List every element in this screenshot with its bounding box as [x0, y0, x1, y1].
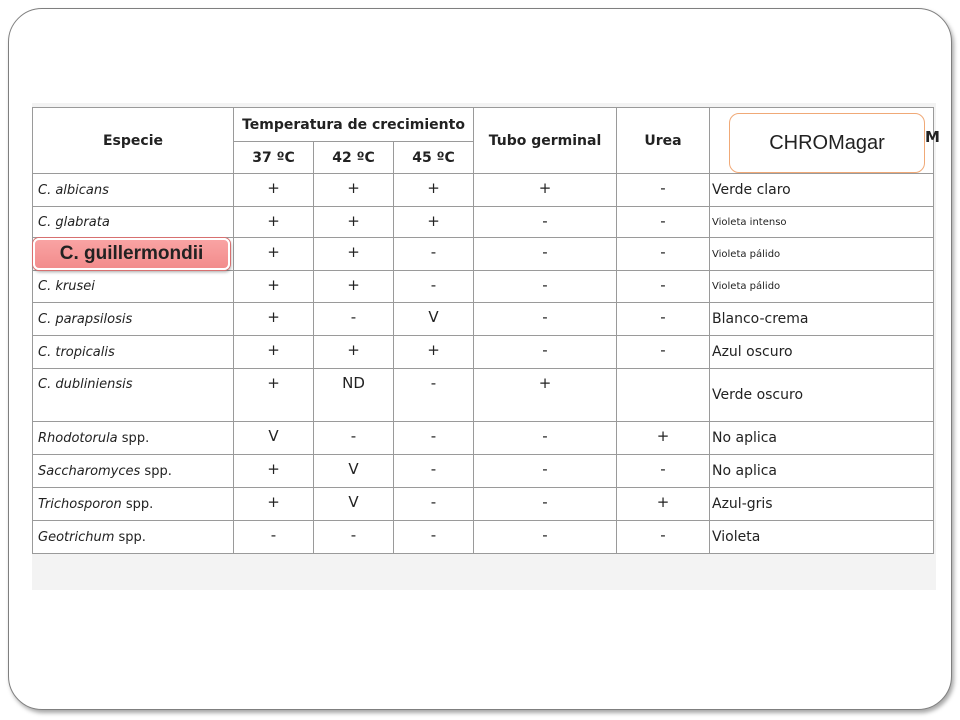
cell-chromagar: Blanco-crema	[710, 303, 934, 336]
cell-tubo: -	[474, 455, 617, 488]
cell-tubo: -	[474, 207, 617, 238]
cell-t45: -	[394, 271, 474, 303]
header-chromagar-cut: M	[925, 128, 940, 146]
cell-urea: -	[617, 271, 710, 303]
header-especie: Especie	[33, 108, 234, 174]
cell-t37: V	[234, 422, 314, 455]
cell-urea: -	[617, 303, 710, 336]
cell-chromagar: Verde oscuro	[710, 369, 934, 422]
cell-tubo: -	[474, 521, 617, 554]
header-t45: 45 ºC	[394, 142, 474, 174]
table-row	[33, 336, 934, 369]
cell-chromagar: Verde claro	[710, 174, 934, 207]
cell-t42: +	[314, 238, 394, 271]
species-name: C. tropicalis	[33, 336, 234, 369]
species-name: C. krusei	[33, 271, 234, 303]
chromagar-label: CHROMagar	[729, 113, 925, 173]
table-row	[33, 207, 934, 238]
cell-chromagar: No aplica	[710, 455, 934, 488]
species-name: C. glabrata	[33, 207, 234, 238]
cell-urea: -	[617, 238, 710, 271]
cell-chromagar: Violeta	[710, 521, 934, 554]
cell-t45: +	[394, 207, 474, 238]
table-row	[33, 488, 934, 521]
cell-t45: -	[394, 369, 474, 422]
cell-t42: -	[314, 422, 394, 455]
cell-chromagar: Azul-gris	[710, 488, 934, 521]
header-urea: Urea	[617, 108, 710, 174]
cell-tubo: -	[474, 488, 617, 521]
cell-t42: V	[314, 455, 394, 488]
cell-urea: -	[617, 521, 710, 554]
cell-urea: +	[617, 422, 710, 455]
header-temperatura: Temperatura de crecimiento	[234, 108, 474, 142]
species-name: Trichosporon spp.	[33, 488, 234, 521]
cell-urea: +	[617, 488, 710, 521]
header-t37: 37 ºC	[234, 142, 314, 174]
cell-t45: -	[394, 521, 474, 554]
species-name: C. parapsilosis	[33, 303, 234, 336]
cell-t42: +	[314, 271, 394, 303]
cell-t42: -	[314, 521, 394, 554]
table-row	[33, 455, 934, 488]
species-name: C. dubliniensis	[33, 369, 234, 422]
table-row	[33, 422, 934, 455]
cell-t45: +	[394, 174, 474, 207]
cell-t45: -	[394, 422, 474, 455]
cell-urea: -	[617, 336, 710, 369]
species-name: C. albicans	[33, 174, 234, 207]
species-name: Geotrichum spp.	[33, 521, 234, 554]
cell-t37: +	[234, 369, 314, 422]
cell-tubo: -	[474, 336, 617, 369]
table-row	[33, 174, 934, 207]
species-name: Saccharomyces spp.	[33, 455, 234, 488]
header-t42: 42 ºC	[314, 142, 394, 174]
table-row	[33, 369, 934, 422]
cell-urea: -	[617, 174, 710, 207]
table-row	[33, 303, 934, 336]
cell-tubo: -	[474, 422, 617, 455]
cell-t42: +	[314, 207, 394, 238]
cell-t45: +	[394, 336, 474, 369]
cell-t45: -	[394, 488, 474, 521]
cell-t42: V	[314, 488, 394, 521]
cell-chromagar: Violeta pálido	[710, 271, 934, 303]
cell-t37: +	[234, 488, 314, 521]
cell-t37: +	[234, 207, 314, 238]
table-row	[33, 521, 934, 554]
cell-t42: ND	[314, 369, 394, 422]
cell-t42: +	[314, 336, 394, 369]
cell-t45: -	[394, 455, 474, 488]
cell-chromagar: Azul oscuro	[710, 336, 934, 369]
cell-t37: +	[234, 271, 314, 303]
cell-t37: +	[234, 455, 314, 488]
cell-t37: +	[234, 303, 314, 336]
cell-t37: +	[234, 174, 314, 207]
cell-tubo: -	[474, 303, 617, 336]
cell-chromagar: Violeta intenso	[710, 207, 934, 238]
cell-t37: +	[234, 336, 314, 369]
cell-t42: -	[314, 303, 394, 336]
cell-tubo: -	[474, 238, 617, 271]
highlight-species-tag: C. guillermondii	[33, 238, 230, 270]
cell-t45: V	[394, 303, 474, 336]
cell-urea: -	[617, 455, 710, 488]
cell-urea: -	[617, 207, 710, 238]
cell-t37: -	[234, 521, 314, 554]
cell-t42: +	[314, 174, 394, 207]
cell-chromagar: Violeta pálido	[710, 238, 934, 271]
cell-t45: -	[394, 238, 474, 271]
cell-tubo: -	[474, 271, 617, 303]
species-name: Rhodotorula spp.	[33, 422, 234, 455]
cell-chromagar: No aplica	[710, 422, 934, 455]
cell-tubo: +	[474, 369, 617, 422]
cell-urea	[617, 369, 710, 422]
cell-tubo: +	[474, 174, 617, 207]
cell-t37: +	[234, 238, 314, 271]
species-table	[32, 107, 934, 554]
table-row	[33, 271, 934, 303]
header-tubo-germinal: Tubo germinal	[474, 108, 617, 174]
